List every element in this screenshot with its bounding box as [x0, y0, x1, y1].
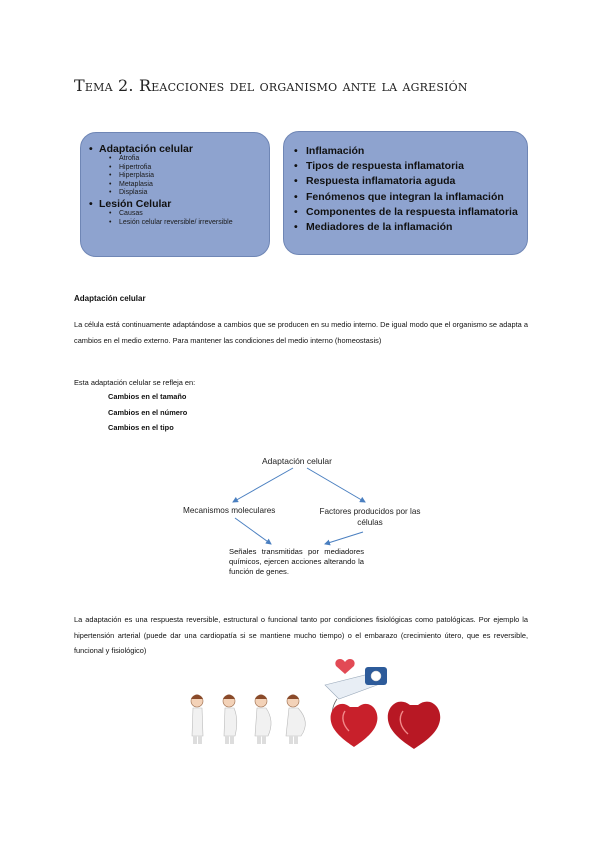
diagram-node-right: Factores producidos por las células — [319, 507, 421, 527]
arrow-to-factors — [307, 468, 365, 502]
change-item: Cambios en el número — [108, 407, 188, 417]
left-subtopic-item: • Atrofia — [89, 155, 261, 164]
paragraph-homeostasis: La célula está continuamente adaptándose a cambios que se producen en su medio interno. De igual modo que el organismo se adapta a cambios en el medio externo. Para mantener las condiciones del medio interno (homeostasis) — [74, 320, 528, 345]
changes-list — [108, 389, 187, 436]
page-title: Tema 2. Reacciones del organismo ante la agresión — [74, 76, 468, 95]
diagram-node-top: Adaptación celular — [262, 456, 332, 466]
arrow-to-mechanisms — [233, 468, 293, 502]
right-topic-item: • Respuesta inflamatoria aguda — [294, 174, 519, 189]
illustration-svg — [185, 655, 450, 750]
heart-right-icon — [388, 702, 440, 749]
right-topic-item: • Tipos de respuesta inflamatoria — [294, 159, 519, 174]
right-topic-list — [294, 144, 519, 235]
pregnancy-figure-3 — [255, 695, 271, 745]
right-topic-item: • Inflamación — [294, 144, 519, 159]
section-heading: Adaptación celular — [74, 294, 146, 303]
right-topic-item: • Componentes de la respuesta inflamatoria — [294, 205, 519, 220]
right-topic-item: • Mediadores de la inflamación — [294, 220, 519, 235]
left-topic-item: • Adaptación celular — [89, 143, 261, 155]
paragraph-intro: Esta adaptación celular se refleja en: — [74, 378, 196, 387]
left-subtopic-item: • Metaplasia — [89, 181, 261, 190]
summary-box-right — [283, 131, 528, 255]
diagram-node-left: Mecanismos moleculares — [183, 506, 276, 515]
adaptation-diagram — [175, 450, 425, 600]
paragraph-adaptation: La adaptación es una respuesta reversible, estructural o funcional tanto por condiciones fisiológicas como patológicas. Por ejemplo la hipertensión arterial (puede dar una cardiopatía si se mantiene mucho tiempo) o el embarazo (crecimiento útero, que es reversible, funcional y fisiológico) — [74, 615, 528, 655]
arrow-from-mechanisms — [235, 518, 271, 544]
left-subtopic-item: • Hipertrofia — [89, 164, 261, 173]
left-subtopic-item: • Lesión celular reversible/ irreversible — [89, 219, 261, 228]
illustration-pregnancy-heart — [185, 655, 450, 750]
pregnancy-figure-1 — [191, 695, 203, 745]
arrow-from-factors — [325, 532, 363, 544]
left-subtopic-item: • Hiperplasia — [89, 172, 261, 181]
pregnancy-figure-4 — [286, 695, 305, 745]
heart-left-icon — [331, 704, 378, 747]
left-subtopic-item: • Displasia — [89, 189, 261, 198]
pregnancy-figure-2 — [223, 695, 237, 745]
change-item: Cambios en el tipo — [108, 423, 174, 432]
left-topic-list — [89, 143, 261, 227]
right-topic-item: • Fenómenos que integran la inflamación — [294, 190, 519, 205]
left-subtopic-item: • Causas — [89, 210, 261, 219]
diagram-node-bottom: Señales transmitidas por mediadores químicos, ejercen acciones alterando la función de genes. — [229, 547, 364, 576]
summary-box-left — [80, 132, 270, 257]
left-topic-item: • Lesión Celular — [89, 198, 261, 210]
change-item: Cambios en el tamaño — [108, 392, 187, 401]
